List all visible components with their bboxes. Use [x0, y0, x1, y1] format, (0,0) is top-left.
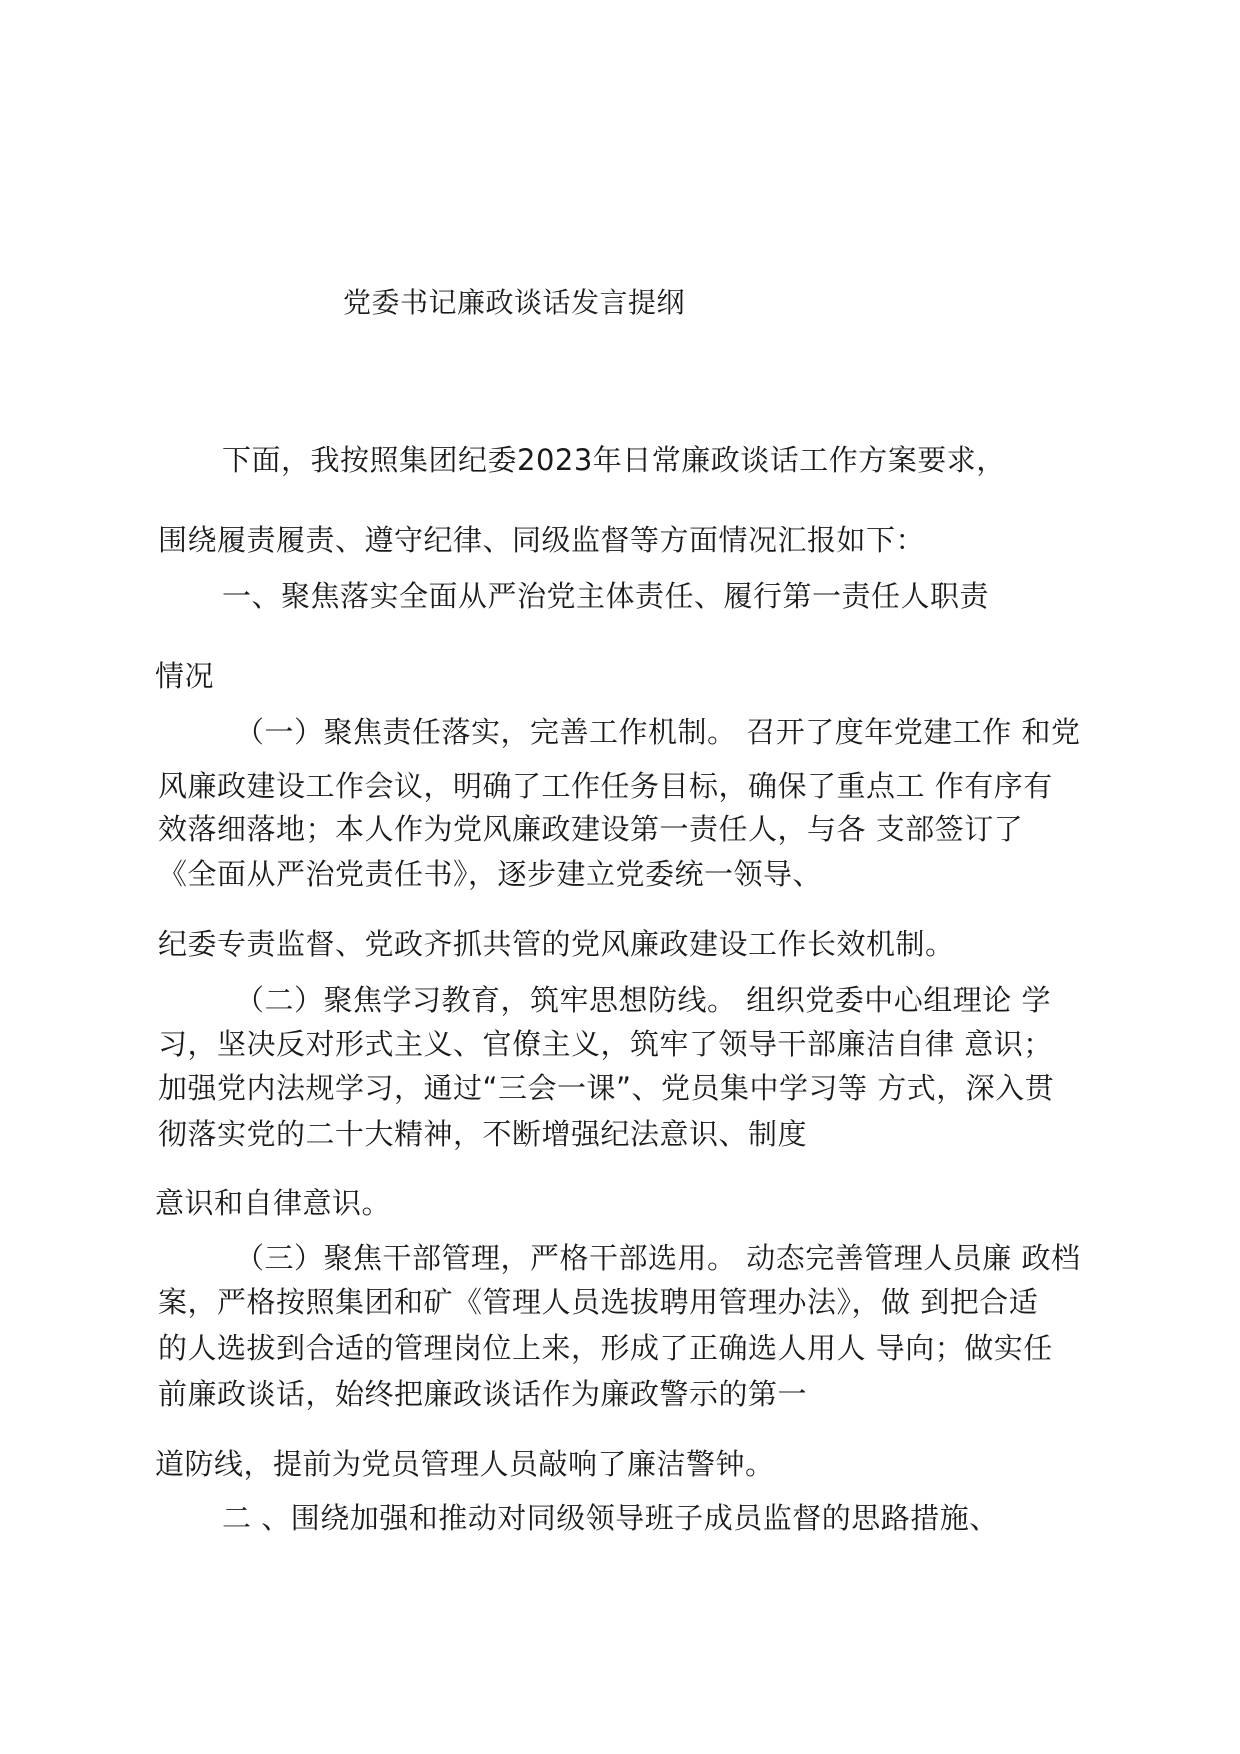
paragraph-line: 纪委专责监督、党政齐抓共管的党风廉政建设工作长效机制。 — [158, 927, 955, 961]
paragraph-line: 道防线，提前为党员管理人员敲响了廉洁警钟。 — [155, 1447, 775, 1481]
paragraph-line: 意识和自律意识。 — [155, 1186, 392, 1220]
paragraph-line: 围绕履责履责、遵守纪律、同级监督等方面情况汇报如下： — [158, 523, 926, 557]
paragraph-line: 效落细落地；本人作为党风廉政建设第一责任人，与各 支部签订了 — [158, 812, 1024, 846]
paragraph-line: 彻落实党的二十大精神，不断增强纪法意识、制度 — [158, 1117, 808, 1151]
paragraph-line: 《全面从严治党责任书》，逐步建立党委统一领导、 — [158, 857, 823, 891]
paragraph-line: 风廉政建设工作会议，明确了工作任务目标，确保了重点工 作有序有 — [158, 769, 1053, 803]
paragraph-line: 的人选拔到合适的管理岗位上来，形成了正确选人用人 导向；做实任 — [158, 1331, 1053, 1365]
paragraph-line: 前廉政谈话，始终把廉政谈话作为廉政警示的第一 — [158, 1377, 808, 1411]
paragraph-line: 下面，我按照集团纪委2023年日常廉政谈话工作方案要求， — [222, 443, 1006, 477]
subsection-line: （一）聚焦责任落实，完善工作机制。 召开了度年党建工作 和党 — [235, 715, 1081, 749]
paragraph-line: 案，严格按照集团和矿《管理人员选拔聘用管理办法》，做 到把合适 — [158, 1285, 1039, 1319]
paragraph-line: 加强党内法规学习，通过“三会一课”、党员集中学习等 方式，深入贯 — [158, 1071, 1055, 1105]
subsection-line: （二）聚焦学习教育，筑牢思想防线。 组织党委中心组理论 学 — [235, 983, 1051, 1017]
paragraph-line: 习，坚决反对形式主义、官僚主义，筑牢了领导干部廉洁自律 意识； — [158, 1027, 1053, 1061]
section-heading: 二 、围绕加强和推动对同级领导班子成员监督的思路措施、 — [222, 1501, 999, 1535]
section-heading: 情况 — [155, 659, 215, 693]
subsection-line: （三）聚焦干部管理，严格干部选用。 动态完善管理人员廉 政档 — [235, 1241, 1081, 1275]
section-heading: 一、聚焦落实全面从严治党主体责任、履行第一责任人职责 — [222, 579, 990, 613]
document-title: 党委书记廉政谈话发言提纲 — [343, 286, 686, 319]
